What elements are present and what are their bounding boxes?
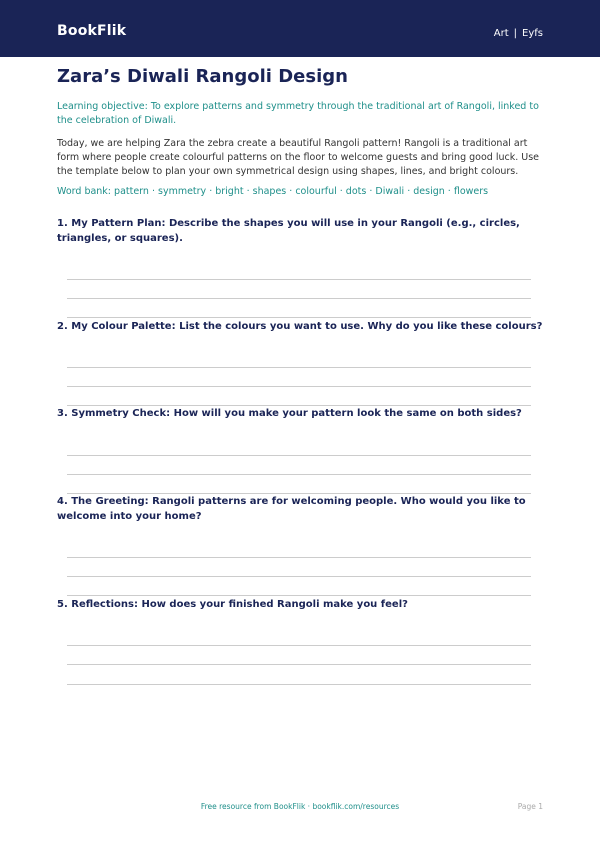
answer-line[interactable] [67,367,531,368]
level-label: Eyfs [522,28,543,39]
answer-line[interactable] [67,557,531,558]
question-5: 5. Reflections: How does your finished Rangoli make you feel? [57,599,408,610]
question-1: 1. My Pattern Plan: Describe the shapes you will use in your Rangoli (e.g., circles, triangles, or squares). [57,218,520,244]
answer-line[interactable] [67,684,531,685]
answer-line[interactable] [67,474,531,475]
answer-line[interactable] [67,279,531,280]
question-3: 3. Symmetry Check: How will you make your pattern look the same on both sides? [57,408,522,419]
learning-objective: Learning objective: To explore patterns and symmetry through the traditional art of Rangoli, linked to the celebration of Diwali. [57,101,539,126]
page-title: Zara’s Diwali Rangoli Design [57,66,348,87]
question-4: 4. The Greeting: Rangoli patterns are for welcoming people. Who would you like to welcome into your home? [57,496,526,522]
subject-separator: | [513,28,518,39]
answer-line[interactable] [67,317,531,318]
brand-logo: BookFlik [57,23,127,39]
answer-line[interactable] [67,455,531,456]
question-2: 2. My Colour Palette: List the colours you want to use. Why do you like these colours? [57,321,543,332]
answer-line[interactable] [67,386,531,387]
word-bank: Word bank: pattern · symmetry · bright · shapes · colourful · dots · Diwali · design · flowers [57,186,489,197]
header-bar [0,0,600,57]
answer-line[interactable] [67,664,531,665]
answer-line[interactable] [67,645,531,646]
subject-label: Art [493,28,509,39]
page-number: Page 1 [517,802,543,811]
intro-paragraph: Today, we are helping Zara the zebra create a beautiful Rangoli pattern! Rangoli is a traditional art form where people create colourful patterns on the floor to welcome guests and bring good luck. Use the template below to plan your own symmetrical design using shapes, lines, and bright colours. [57,138,539,177]
answer-line[interactable] [67,298,531,299]
footer-credit: Free resource from BookFlik · bookflik.com/resources [200,802,400,811]
subject-level [494,28,543,39]
answer-line[interactable] [67,595,531,596]
answer-line[interactable] [67,576,531,577]
